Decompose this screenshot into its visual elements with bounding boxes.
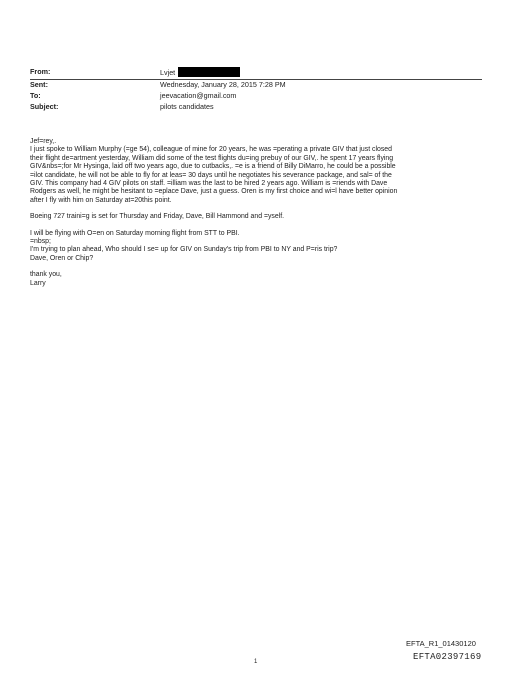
closing: thank you,: [30, 271, 62, 279]
redaction-box: [178, 67, 240, 77]
subject-label: Subject:: [30, 102, 59, 111]
to-label: To:: [30, 91, 41, 100]
body-line: GIV. This company had 4 GIV pilots on staff. =illiam was the last to be hired 2 years ago. William is =riends with Dave: [30, 180, 388, 188]
signature: Larry: [30, 279, 46, 287]
greeting: Jef=rey,.: [30, 138, 57, 145]
paragraph-gap: [30, 263, 482, 271]
from-value: [160, 67, 240, 77]
sent-label: Sent:: [30, 80, 48, 89]
body-line: Rodgers as well, he might be hesitant to =eplace Dave, just a guess. Oren is my first choice and wi=l have better opinion: [30, 188, 398, 196]
sent-value: Wednesday, January 28, 2015 7:28 PM: [160, 80, 286, 89]
from-label: From:: [30, 67, 51, 76]
paragraph-gap: [30, 222, 482, 230]
body-line: their flight de=artment yesterday, William did some of the test flights du=ing prebuy of our GIV,. he spent 17 years flying: [30, 154, 394, 162]
body-line: GIV&nbs=;for Mr Hysinga, laid off two years ago, due to cutbacks,. =e is a friend of Billy DiMarro, he could be a possible: [30, 163, 396, 171]
body-line: =ilot candidate, he will not be able to fly for at leas= 30 days until he negotiates his severance package, and sal= of the: [30, 171, 392, 179]
email-body: [30, 138, 482, 288]
bates-number-2: EFTA02397169: [413, 652, 482, 662]
body-line: after I fly with him on Saturday at=20this point.: [30, 196, 172, 204]
body-line: =nbsp;: [30, 238, 51, 246]
body-line: Boeing 727 traini=g is set for Thursday and Friday, Dave, Bill Hammond and =yself.: [30, 213, 285, 221]
paragraph-gap: [30, 205, 482, 213]
bates-number-1: EFTA_R1_01430120: [406, 639, 476, 648]
body-line: I just spoke to William Murphy (=ge 54), colleague of mine for 20 years, he was =perating a private GIV that just closed: [30, 146, 392, 154]
from-name: Lvjet: [160, 68, 176, 77]
page-number: 1: [254, 659, 258, 665]
to-value: jeevacation@gmail.com: [160, 91, 237, 100]
body-line: I will be flying with O=en on Saturday morning flight from STT to PBI.: [30, 229, 240, 237]
body-line: I'm trying to plan ahead, Who should I se= up for GIV on Sunday's trip from PBI to NY and P=ris trip?: [30, 246, 338, 254]
subject-value: pilots candidates: [160, 102, 214, 111]
body-line: Dave, Oren or Chip?: [30, 254, 94, 262]
